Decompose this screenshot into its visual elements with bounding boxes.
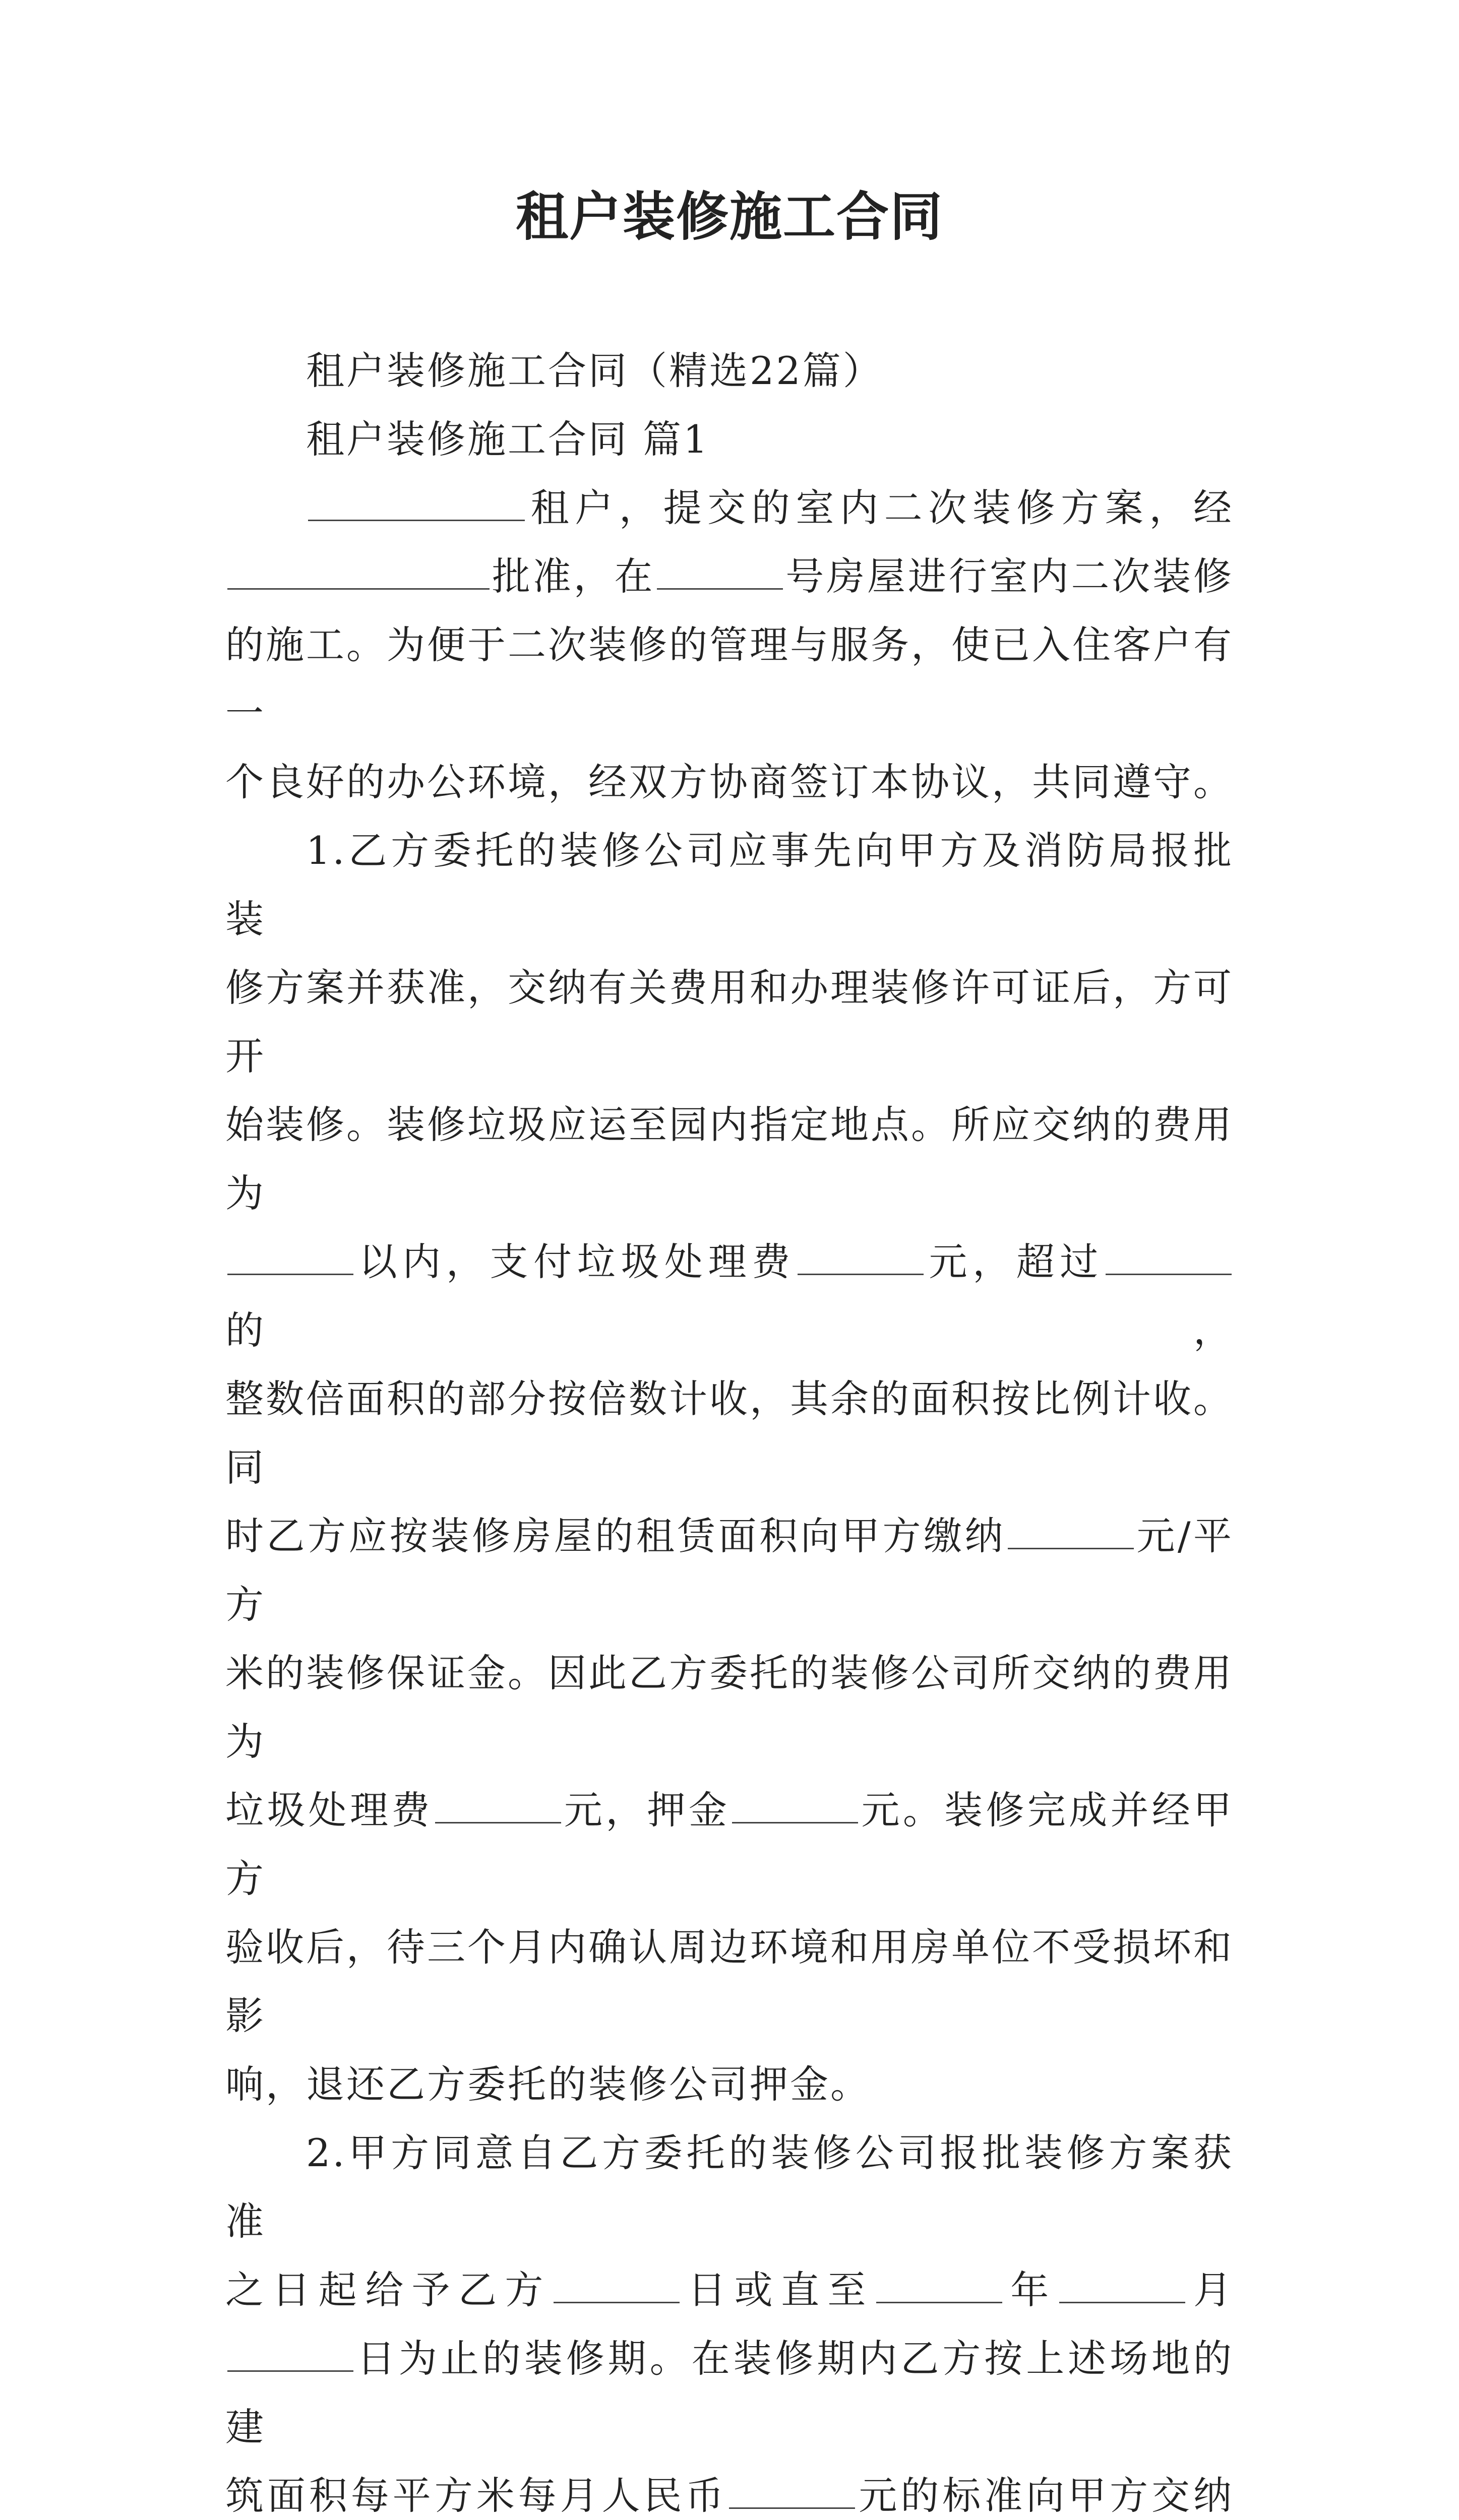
paragraph-1-line-4: 个良好的办公环境，经双方协商签订本协议，共同遵守。 (225, 760, 1234, 804)
blank-line (1059, 2267, 1185, 2303)
blank-line (227, 2336, 353, 2372)
paragraph-2-line-3: 始装修。装修垃圾应运至园内指定地点。所应交纳的费用为 (225, 1102, 1234, 1216)
paragraph-2-line-7: 米的装修保证金。因此乙方委托的装修公司所交纳的费用为 (225, 1651, 1234, 1764)
paragraph-1-line-1: 租户，提交的室内二次装修方案，经 (225, 474, 1234, 542)
subtitle: 租户装修施工合同（精选22篇） (306, 348, 883, 393)
blank-line (876, 2267, 1002, 2303)
blank-line (798, 1239, 924, 1275)
blank-line (1008, 1514, 1134, 1549)
blank-line (435, 1788, 561, 1823)
section-heading: 租户装修施工合同 篇1 (306, 417, 710, 462)
paragraph-2-line-4: 以内，支付垃圾处理费 元，超过的， (225, 1239, 1234, 1353)
document-title: 租户装修施工合同 (515, 185, 943, 247)
paragraph-2-line-5: 整数倍面积的部分按倍数计收，其余的面积按比例计收。同 (225, 1376, 1234, 1490)
blank-line (554, 2267, 680, 2303)
paragraph-3-line-4: 筑面积每平方米每月人民币 元的标准向甲方交纳 (225, 2473, 1234, 2518)
blank-line (308, 485, 525, 521)
blank-line (227, 554, 490, 590)
document-body (225, 337, 1234, 2520)
paragraph-1-line-3: 的施工。为便于二次装修的管理与服务，使已入住客户有一 (225, 622, 1234, 736)
blank-line (1106, 1239, 1232, 1275)
blank-line (729, 2473, 855, 2509)
paragraph-3-line-2: 之日起给予乙方 日或直至 年 月 (225, 2267, 1234, 2312)
paragraph-3-line-1: 2.甲方同意自乙方委托的装修公司报批装修方案获准 (225, 2130, 1234, 2244)
paragraph-1-line-2: 批准，在 号房屋进行室内二次装修 (225, 542, 1234, 611)
blank-line (227, 1239, 353, 1275)
blank-line (657, 554, 783, 590)
blank-line (732, 1788, 858, 1823)
paragraph-2-line-8: 垃圾处理费 元，押金 元。装修完成并经甲方 (225, 1788, 1234, 1901)
paragraph-2-line-6: 时乙方应按装修房屋的租赁面积向甲方缴纳 元/平方 (225, 1514, 1234, 1627)
paragraph-2-line-10: 响，退还乙方委托的装修公司押金。 (225, 2062, 871, 2107)
paragraph-2-line-2: 修方案并获准，交纳有关费用和办理装修许可证后，方可开 (225, 965, 1234, 1079)
paragraph-2-line-1: 1.乙方委托的装修公司应事先向甲方及消防局报批装 (225, 828, 1234, 941)
paragraph-2-line-9: 验收后，待三个月内确认周边环境和用房单位不受损坏和影 (225, 1925, 1234, 2038)
paragraph-3-line-3: 日为止的装修期。在装修期内乙方按上述场地的建 (225, 2336, 1234, 2449)
